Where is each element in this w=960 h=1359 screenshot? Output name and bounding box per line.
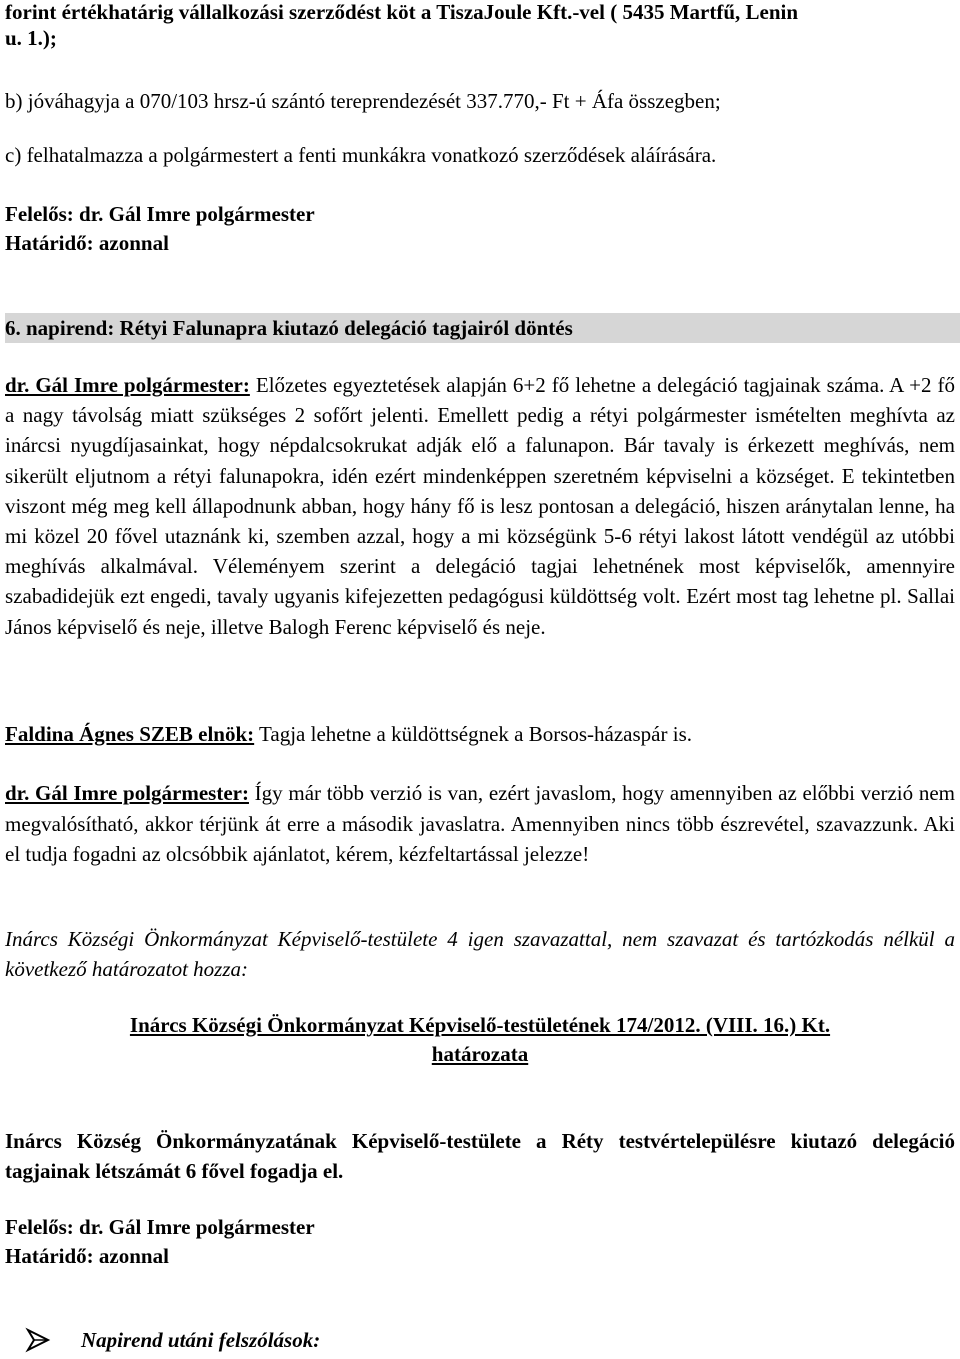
- deadline-2: Határidő: azonnal: [5, 1244, 169, 1268]
- speaker-faldina-label: Faldina Ágnes SZEB elnök:: [5, 722, 255, 746]
- paragraph-1-text: Előzetes egyeztetések alapján 6+2 fő lehetne a delegáció tagjainak száma. A +2 fő a nagy távolság miatt szükséges 2 sofőrt jelenti. Emellett pedig a rétyi polgármester ismételten meghívta az inárcsi nyugdíjasainkat, hogy népdalcsokrukat adják elő a falunapon. Bár tavaly is érkezett meghívás, nem sikerült eljutnom a rétyi falunapokra, idén ezért mindenképpen szeretném képviselni a községet. E tekintetben viszont még meg kell állapodnunk abban, hogy hány fő is lesz pontosan a delegáció, hiszen aránytalan lenne, ha mi közel 20 fővel utaznánk ki, szemben azzal, hogy a mi községünk 5-6 rétyi lakost látott vendégül az utóbbi meghívás alkalmával. Véleményem szerint a delegáció tagjai lehetnének most képviselők, amennyire szabadidejük ezt engedi, tavaly ugyanis kifejezetten pedagógusi küldöttség volt. Ezért most tag lehetne pl. Sallai János képviselő és neje, illetve Balogh Ferenc képviselő és neje.: [5, 373, 956, 639]
- deadline-1: Határidő: azonnal: [5, 231, 169, 255]
- paragraph-2-text: Tagja lehetne a küldöttségnek a Borsos-házaspár is.: [254, 722, 692, 746]
- speaker-mayor-label-2: dr. Gál Imre polgármester:: [5, 781, 249, 805]
- next-section-row: [5, 1326, 320, 1354]
- point-b: b) jóváhagyja a 070/103 hrsz-ú szántó tereprendezését 337.770,- Ft + Áfa összegben;: [5, 89, 721, 113]
- faldina-paragraph: [5, 720, 692, 748]
- speaker-mayor-label: dr. Gál Imre polgármester:: [5, 373, 250, 397]
- responsible-2: Felelős: dr. Gál Imre polgármester: [5, 1215, 315, 1239]
- agenda-heading-text: 6. napirend: Rétyi Falunapra kiutazó delegáció tagjairól döntés: [5, 316, 573, 340]
- next-section-title: Napirend utáni felszólások:: [81, 1328, 321, 1352]
- point-c: c) felhatalmazza a polgármestert a fenti munkákra vonatkozó szerződések aláírására.: [5, 143, 717, 167]
- intro-line-2: u. 1.);: [5, 26, 57, 50]
- mayor-paragraph-2: [5, 778, 955, 870]
- paragraph-3-text: Így már több verzió is van, ezért javaslom, hogy amennyiben az előbbi verzió nem megvalósítható, akkor térjünk át erre a második javaslatra. Amennyiben nincs több észrevétel, szavazzunk. Aki el tudja fogadni az olcsóbbik ajánlatot, kérem, kézfeltartással jelezze!: [5, 781, 955, 866]
- responsible-1: Felelős: dr. Gál Imre polgármester: [5, 202, 315, 226]
- mayor-paragraph-1: [5, 370, 955, 642]
- resolution-body: Inárcs Község Önkormányzatának Képviselő-testülete a Réty testvértelepülésre kiutazó delegáció tagjainak létszámát 6 fővel fogadja el.: [5, 1129, 955, 1183]
- vote-statement: Inárcs Községi Önkormányzat Képviselő-testülete 4 igen szavazattal, nem szavazat és tartózkodás nélkül a következő határozatot hozza:: [5, 927, 955, 981]
- arrowhead-bullet-icon: [25, 1327, 51, 1353]
- intro-line-1: forint értékhatárig vállalkozási szerződést köt a TiszaJoule Kft.-vel ( 5435 Martfű, Lenin: [5, 0, 799, 24]
- agenda-heading: [5, 313, 960, 343]
- resolution-title-line-1: Inárcs Községi Önkormányzat Képviselő-testületének 174/2012. (VIII. 16.) Kt.: [129, 1013, 831, 1037]
- resolution-title-line-2: határozata: [431, 1042, 529, 1066]
